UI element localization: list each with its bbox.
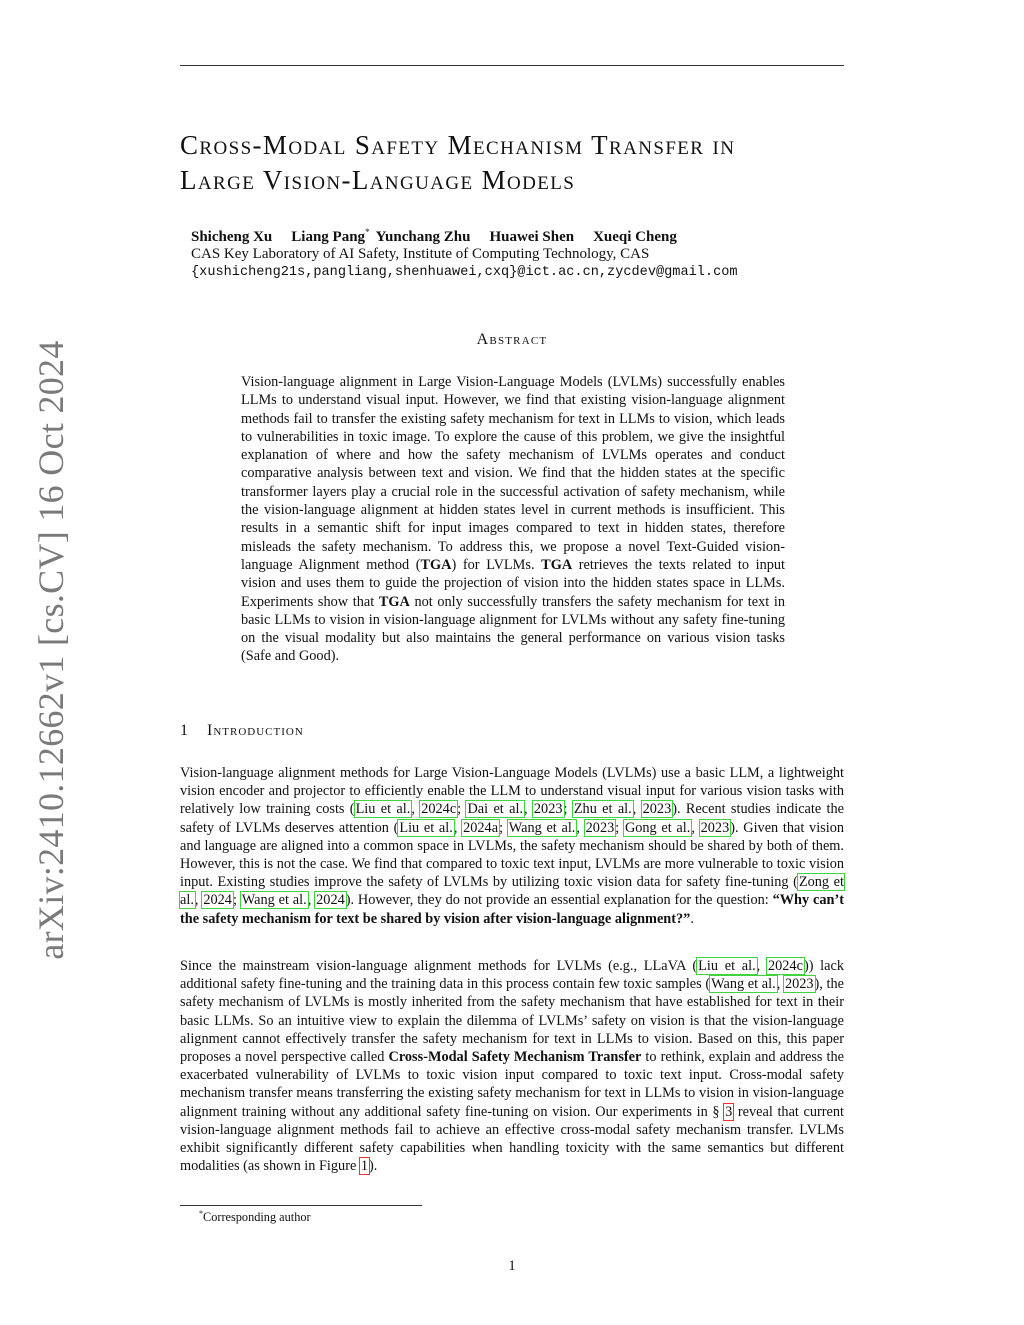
citation-link[interactable]: 2023 bbox=[642, 801, 672, 818]
intro-paragraph-2: Since the mainstream vision-language alignment methods for LVLMs (e.g., LLaVA (Liu et al., 2024c)) lack additional safety fine-tuning and the training data in this process contain few toxic samples (Wang et al., 2023), the safety mechanism of LVLMs is mostly inherited from the safety mechanism that have established for text in their basic LLMs. So an intuitive view to explain the dilemma of LVLMs’ safety on vision is that the vision-language alignment cannot effectively transfer the safety mechanism for text in LLMs to vision. Based on this, this paper proposes a novel perspective called Cross-Modal Safety Mechanism Transfer to rethink, explain and address the exacerbated vulnerability of LVLMs to toxic vision input compared to toxic text input. Cross-modal safety mechanism transfer means transferring the existing safety mechanism for text in LLMs to vision in vision-language alignment training without any additional safety fine-tuning on vision. Our experiments in § 3 reveal that current vision-language alignment methods fail to achieve an effective cross-modal safety mechanism transfer. LVLMs exhibit significantly different safety capabilities when handling toxicity with the same semantics but different modalities (as shown in Figure 1). bbox=[180, 958, 844, 1175]
footnote-rule bbox=[180, 1205, 422, 1206]
section-heading-introduction bbox=[180, 722, 304, 740]
title-line-2: Large Vision-Language Models bbox=[180, 165, 576, 195]
citation-link[interactable]: 2024c bbox=[421, 801, 457, 818]
citation-link[interactable]: Wang et al. bbox=[508, 819, 576, 836]
research-question: “Why can’t the safety mechanism for text be shared by vision after vision-language alignment?” bbox=[180, 892, 844, 927]
figure-ref-link[interactable]: 1 bbox=[360, 1158, 369, 1175]
citation-link[interactable]: Wang et al. bbox=[711, 976, 776, 993]
citation-link[interactable]: 2023 bbox=[585, 819, 615, 836]
citation-link[interactable]: Wang et al. bbox=[241, 892, 307, 909]
citation-link[interactable]: 2023 bbox=[784, 976, 814, 993]
footnote-mark: * bbox=[199, 1209, 203, 1218]
citation-link[interactable]: 2024 bbox=[316, 892, 345, 909]
corresponding-mark: * bbox=[365, 227, 370, 237]
header-rule bbox=[180, 65, 844, 66]
citation-link[interactable]: Zhu et al. bbox=[573, 801, 632, 818]
intro-paragraph-1: Vision-language alignment methods for Large Vision-Language Models (LVLMs) use a basic LLM, a lightweight vision encoder and projector to efficiently enable the LLM to understand visual input for various vision tasks with relatively low training costs (Liu et al., 2024c; Dai et al., 2023; Zhu et al., 2023). Recent studies indicate the safety of LVLMs deserves attention (Liu et al., 2024a; Wang et al., 2023; Gong et al., 2023). Given that vision and language are aligned into a common space in LVLMs, the safety mechanism should be shared by both of them. However, this is not the case. We find that compared to toxic text input, LVLMs are more vulnerable to toxic vision input. Existing studies improve the safety of LVLMs by utilizing toxic vision data for safety fine-tuning (Zong et al., 2024; Wang et al., 2024). However, they do not provide an essential explanation for the question: “Why can’t the safety mechanism for text be shared by vision after vision-language alignment?”. bbox=[180, 765, 845, 927]
section-title: Introduction bbox=[207, 722, 304, 739]
author-name: Huawei Shen bbox=[489, 229, 575, 245]
citation-link[interactable]: Dai et al. bbox=[467, 801, 523, 818]
author-name: Shicheng Xu bbox=[191, 229, 273, 245]
affiliation: CAS Key Laboratory of AI Safety, Institute of Computing Technology, CAS bbox=[191, 246, 650, 262]
page-number: 1 bbox=[508, 1258, 516, 1274]
section-number: 1 bbox=[180, 722, 189, 739]
title-line-1: Cross-Modal Safety Mechanism Transfer in bbox=[180, 130, 736, 160]
citation-link[interactable]: 2024 bbox=[203, 892, 232, 909]
citation-link[interactable]: 2023 bbox=[700, 819, 730, 836]
section-ref-link[interactable]: 3 bbox=[725, 1103, 733, 1120]
citation-link[interactable]: Liu et al. bbox=[399, 819, 453, 836]
author-name: Liang Pang* bbox=[291, 227, 370, 245]
key-concept: Cross-Modal Safety Mechanism Transfer bbox=[388, 1049, 642, 1066]
citation-link[interactable]: 2024c bbox=[767, 958, 803, 974]
citation-link[interactable]: Zong et al. bbox=[180, 874, 844, 909]
author-list bbox=[191, 227, 696, 246]
citation-link[interactable]: 2024a bbox=[463, 819, 499, 836]
citation-link[interactable]: Liu et al. bbox=[698, 958, 756, 974]
author-emails: {xushicheng21s,pangliang,shenhuawei,cxq}@ict.ac.cn,zycdev@gmail.com bbox=[191, 265, 738, 280]
abstract-body: Vision-language alignment in Large Vision-Language Models (LVLMs) successfully enables LLMs to understand visual input. However, we find that existing vision-language alignment methods fail to transfer the existing safety mechanism for text in LLMs to vision, which leads to vulnerabilities in toxic image. To explore the cause of this problem, we give the insightful explanation of where and how the safety mechanism of LVLMs operates and conduct comparative analysis between text and vision. We find that the hidden states at the specific transformer layers play a crucial role in the successful activation of safety mechanism, while the vision-language alignment at hidden states level in current methods is insufficient. This results in a semantic shift for input images compared to text in hidden states, therefore misleads the safety mechanism. To address this, we propose a novel Text-Guided vision-language Alignment method (TGA) for LVLMs. TGA retrieves the texts related to input vision and uses them to guide the projection of vision into the hidden states space in LLMs. Experiments show that TGA not only successfully transfers the safety mechanism for text in basic LLMs to vision in vision-language alignment for LVLMs without any safety fine-tuning on the visual modality but also maintains the general performance on various vision tasks (Safe and Good). bbox=[241, 374, 786, 665]
abstract-heading: Abstract bbox=[476, 331, 548, 348]
author-name: Xueqi Cheng bbox=[593, 229, 677, 245]
footnote bbox=[199, 1209, 311, 1225]
citation-link[interactable]: 2023 bbox=[533, 801, 563, 818]
citation-link[interactable]: Liu et al. bbox=[355, 801, 411, 818]
citation-link[interactable]: Gong et al. bbox=[624, 819, 691, 836]
paper-title bbox=[180, 128, 860, 198]
footnote-text: Corresponding author bbox=[203, 1210, 311, 1224]
author-name: Yunchang Zhu bbox=[375, 229, 471, 245]
arxiv-identifier-stamp: arXiv:2410.12662v1 [cs.CV] 16 Oct 2024 bbox=[31, 340, 71, 960]
